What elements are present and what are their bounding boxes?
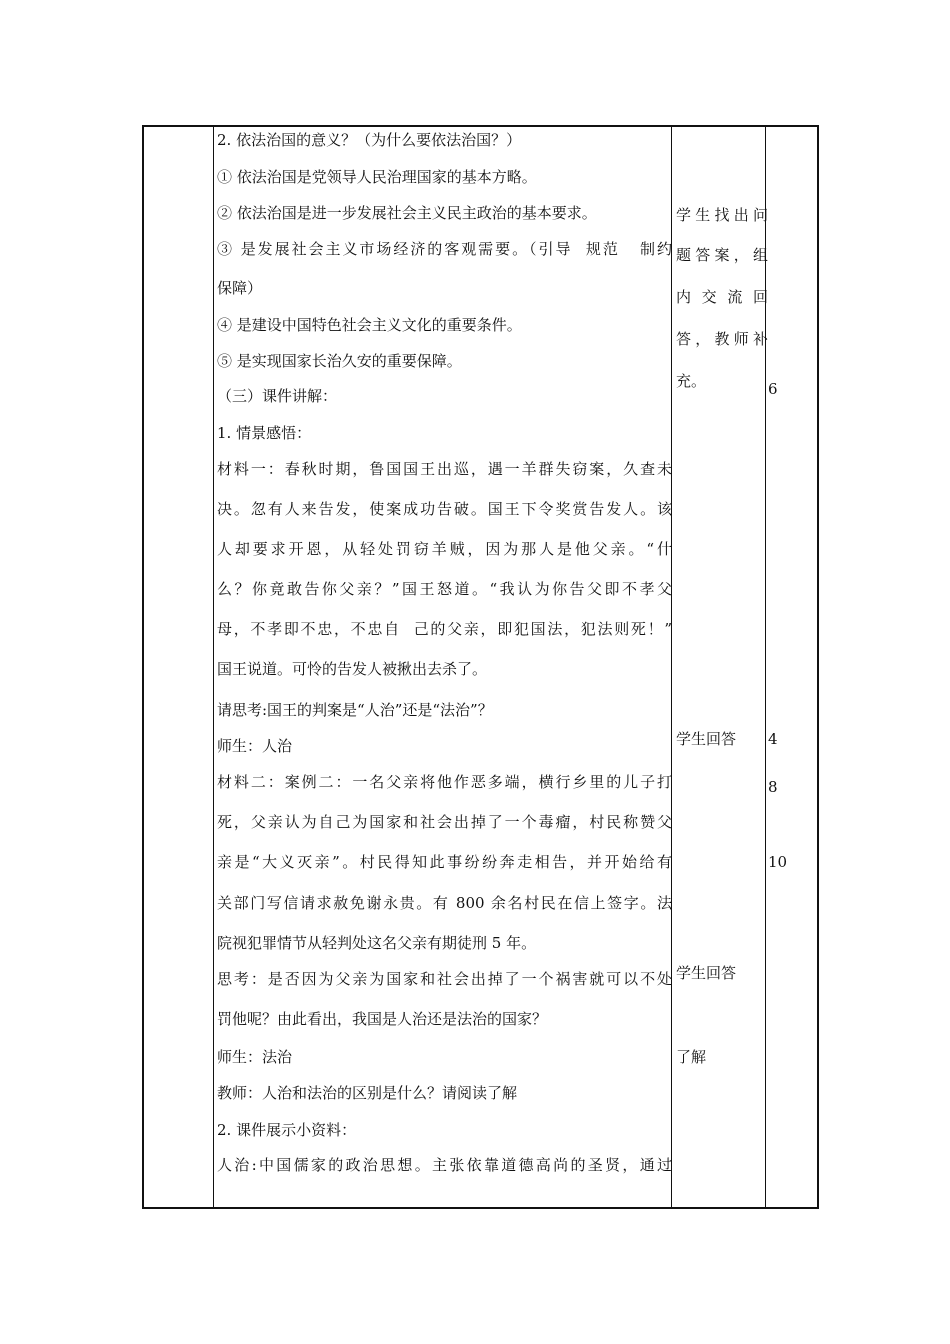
content-line: 死，父亲认为自己为国家和社会出掉了一个毒瘤，村民称赞父 xyxy=(217,813,672,831)
activity-line: 答，教师补 xyxy=(676,330,768,348)
activity-line: 题答案，组 xyxy=(676,246,768,264)
content-line: 2. 课件展示小资料： xyxy=(217,1121,357,1139)
content-line: 亲是“大义灭亲”。村民得知此事纷纷奔走相告，并开始给有 xyxy=(217,853,672,871)
content-line: 思考：是否因为父亲为国家和社会出掉了一个祸害就可以不处 xyxy=(217,970,672,988)
content-line: ① 依法治国是党领导人民治理国家的基本方略。 xyxy=(217,168,537,186)
time-value: 10 xyxy=(768,853,788,871)
content-line: 保障） xyxy=(217,279,263,297)
content-line: 2. 依法治国的意义？（为什么要依法治国？） xyxy=(217,131,522,149)
content-line: 国王说道。可怜的告发人被揪出去杀了。 xyxy=(217,660,488,678)
content-line: 1. 情景感悟： xyxy=(217,424,312,442)
content-line: 罚他呢？由此看出，我国是人治还是法治的国家？ xyxy=(217,1010,548,1028)
section-heading: （三）课件讲解： xyxy=(217,387,338,405)
activity-line: 充。 xyxy=(676,372,707,390)
content-line: 教师：人治和法治的区别是什么？请阅读了解 xyxy=(217,1084,518,1102)
activity-answer: 学生回答 xyxy=(676,964,737,982)
content-line: 母，不孝即不忠，不忠自 己的父亲，即犯国法，犯法则死！” xyxy=(217,620,672,638)
activity-line: 学生找出问 xyxy=(676,206,768,224)
content-line: 院视犯罪情节从轻判处这名父亲有期徒刑 5 年。 xyxy=(217,934,537,952)
content-line: ② 依法治国是进一步发展社会主义民主政治的基本要求。 xyxy=(217,204,597,222)
time-value: 6 xyxy=(768,380,778,398)
time-value: 8 xyxy=(768,778,778,796)
content-line: 人却要求开恩，从轻处罚窃羊贼，因为那人是他父亲。“什 xyxy=(217,540,672,558)
content-line: 请思考:国王的判案是“人治”还是“法治”？ xyxy=(217,701,493,719)
content-line: 关部门写信请求赦免谢永贵。有 800 余名村民在信上签字。法 xyxy=(217,894,672,912)
content-line: 么？你竟敢告你父亲？”国王怒道。“我认为你告父即不孝父 xyxy=(217,580,672,598)
activity-answer: 学生回答 xyxy=(676,730,737,748)
content-line: 材料一：春秋时期，鲁国国王出巡，遇一羊群失窃案，久查未 xyxy=(217,460,672,478)
column-divider-1 xyxy=(213,127,214,1207)
activity-line: 内交流回 xyxy=(676,288,768,306)
lesson-table xyxy=(142,125,819,1209)
content-line: 师生：法治 xyxy=(217,1048,293,1066)
content-line: 师生：人治 xyxy=(217,737,293,755)
content-line: ④ 是建设中国特色社会主义文化的重要条件。 xyxy=(217,316,522,334)
content-line: ⑤ 是实现国家长治久安的重要保障。 xyxy=(217,352,462,370)
content-line: 决。忽有人来告发，使案成功告破。国王下令奖赏告发人。该 xyxy=(217,500,672,518)
activity-understand: 了解 xyxy=(676,1048,707,1066)
content-line: ③ 是发展社会主义市场经济的客观需要。（引导 规范 制约 xyxy=(217,240,672,258)
content-line: 人治:中国儒家的政治思想。主张依靠道德高尚的圣贤，通过 xyxy=(217,1156,672,1174)
content-line: 材料二：案例二：一名父亲将他作恶多端，横行乡里的儿子打 xyxy=(217,773,672,791)
time-value: 4 xyxy=(768,730,778,748)
